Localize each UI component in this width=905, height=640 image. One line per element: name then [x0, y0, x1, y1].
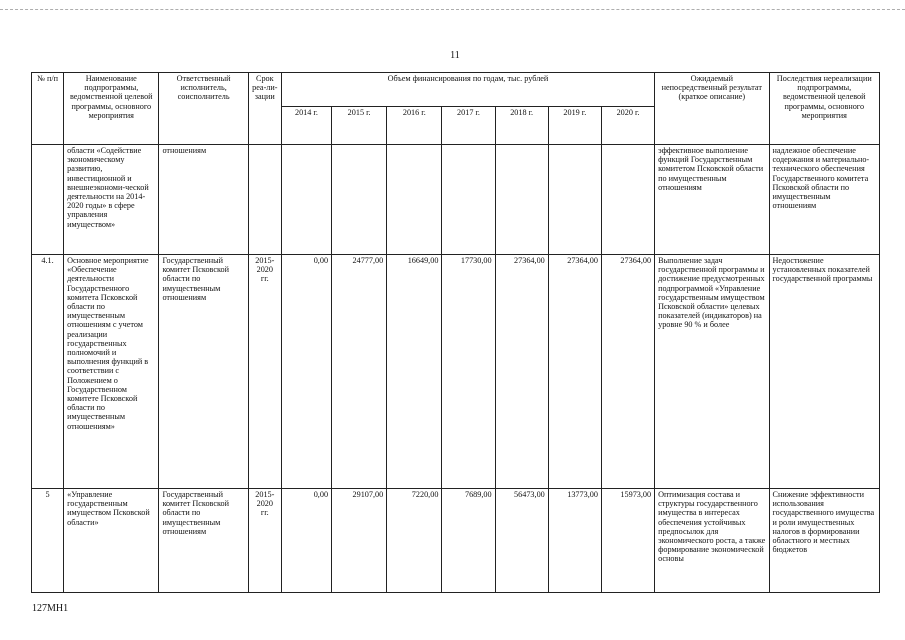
row-value — [332, 145, 387, 255]
row-term: 2015-2020 гг. — [248, 489, 281, 593]
table-row — [32, 489, 880, 593]
row-consequences: Недостижение установленных показателей государственной программы — [769, 255, 880, 489]
year-header: 2016 г. — [387, 107, 442, 145]
row-value: 27364,00 — [495, 255, 548, 489]
header-funding: Объем финансирования по годам, тыс. рублей — [281, 73, 654, 107]
row-executor: отношениям — [159, 145, 248, 255]
year-header: 2014 г. — [281, 107, 331, 145]
row-num: 4.1. — [32, 255, 64, 489]
header-result: Ожидаемый непосредственный результат (краткое описание) — [655, 73, 769, 145]
row-executor: Государственный комитет Псковской области по имущественным отношениям — [159, 489, 248, 593]
row-term: 2015-2020 гг. — [248, 255, 281, 489]
row-num — [32, 145, 64, 255]
page-number: 11 — [450, 50, 460, 61]
header-term: Срок реа-ли-зации — [248, 73, 281, 145]
header-name: Наименование подпрограммы, ведомственной целевой программы, основного мероприятия — [64, 73, 159, 145]
row-value: 13773,00 — [548, 489, 601, 593]
row-result: эффективное выполнение функций Государственным комитетом Псковской области по имущественным отношениям — [655, 145, 769, 255]
row-value: 0,00 — [281, 489, 331, 593]
row-value: 56473,00 — [495, 489, 548, 593]
row-value — [442, 145, 495, 255]
row-term — [248, 145, 281, 255]
year-header: 2017 г. — [442, 107, 495, 145]
row-name: «Управление государственным имуществом Псковской области» — [64, 489, 159, 593]
header-row — [32, 73, 880, 107]
row-consequences: надлежное обеспечение содержания и материально-технического обеспечения Государственного комитета Псковской области по имущественным отношениям — [769, 145, 880, 255]
header-num: № п/п — [32, 73, 64, 145]
row-value: 27364,00 — [548, 255, 601, 489]
row-value: 29107,00 — [332, 489, 387, 593]
row-value — [281, 145, 331, 255]
row-result: Выполнение задач государственной программы и достижение предусмотренных подпрограммой «Управление государственным имуществом Псковской области» целевых показателей (индикаторов) на уровне 90 % и более — [655, 255, 769, 489]
row-result: Оптимизация состава и структуры государственного имущества в интересах обеспечения устойчивых предпосылок для экономического роста, а также формирование экономической основы — [655, 489, 769, 593]
row-value: 27364,00 — [601, 255, 654, 489]
table-row — [32, 145, 880, 255]
row-consequences: Снижение эффективности использования государственного имущества и роли имущественных налогов в формировании областного и местных бюджетов — [769, 489, 880, 593]
row-value — [495, 145, 548, 255]
header-consequences: Последствия нереализации подпрограммы, ведомственной целевой программы, основного мероприятия — [769, 73, 880, 145]
row-num: 5 — [32, 489, 64, 593]
year-header: 2018 г. — [495, 107, 548, 145]
scan-edge-line — [0, 9, 905, 10]
row-value: 0,00 — [281, 255, 331, 489]
row-value: 17730,00 — [442, 255, 495, 489]
header-executor: Ответственный исполнитель, соисполнитель — [159, 73, 248, 145]
row-value: 15973,00 — [601, 489, 654, 593]
row-name: области «Содействие экономическому развитию, инвестиционной и внешнеэкономи-ческой деятельности на 2014-2020 годы» в сфере управления имуществом» — [64, 145, 159, 255]
row-name: Основное мероприятие «Обеспечение деятельности Государственного комитета Псковской области по имущественным отношениям с учетом реализации государственных полномочий и выполнения функций в соответствии с Положением о Государственном комитете Псковской области по имущественным отношениям» — [64, 255, 159, 489]
funding-table — [31, 72, 880, 593]
row-value — [601, 145, 654, 255]
row-value — [548, 145, 601, 255]
year-header: 2015 г. — [332, 107, 387, 145]
footer-code: 127МН1 — [32, 603, 69, 614]
table-row — [32, 255, 880, 489]
row-value: 16649,00 — [387, 255, 442, 489]
year-header: 2020 г. — [601, 107, 654, 145]
row-value — [387, 145, 442, 255]
row-value: 7220,00 — [387, 489, 442, 593]
year-header: 2019 г. — [548, 107, 601, 145]
row-value: 24777,00 — [332, 255, 387, 489]
row-executor: Государственный комитет Псковской области по имущественным отношениям — [159, 255, 248, 489]
row-value: 7689,00 — [442, 489, 495, 593]
